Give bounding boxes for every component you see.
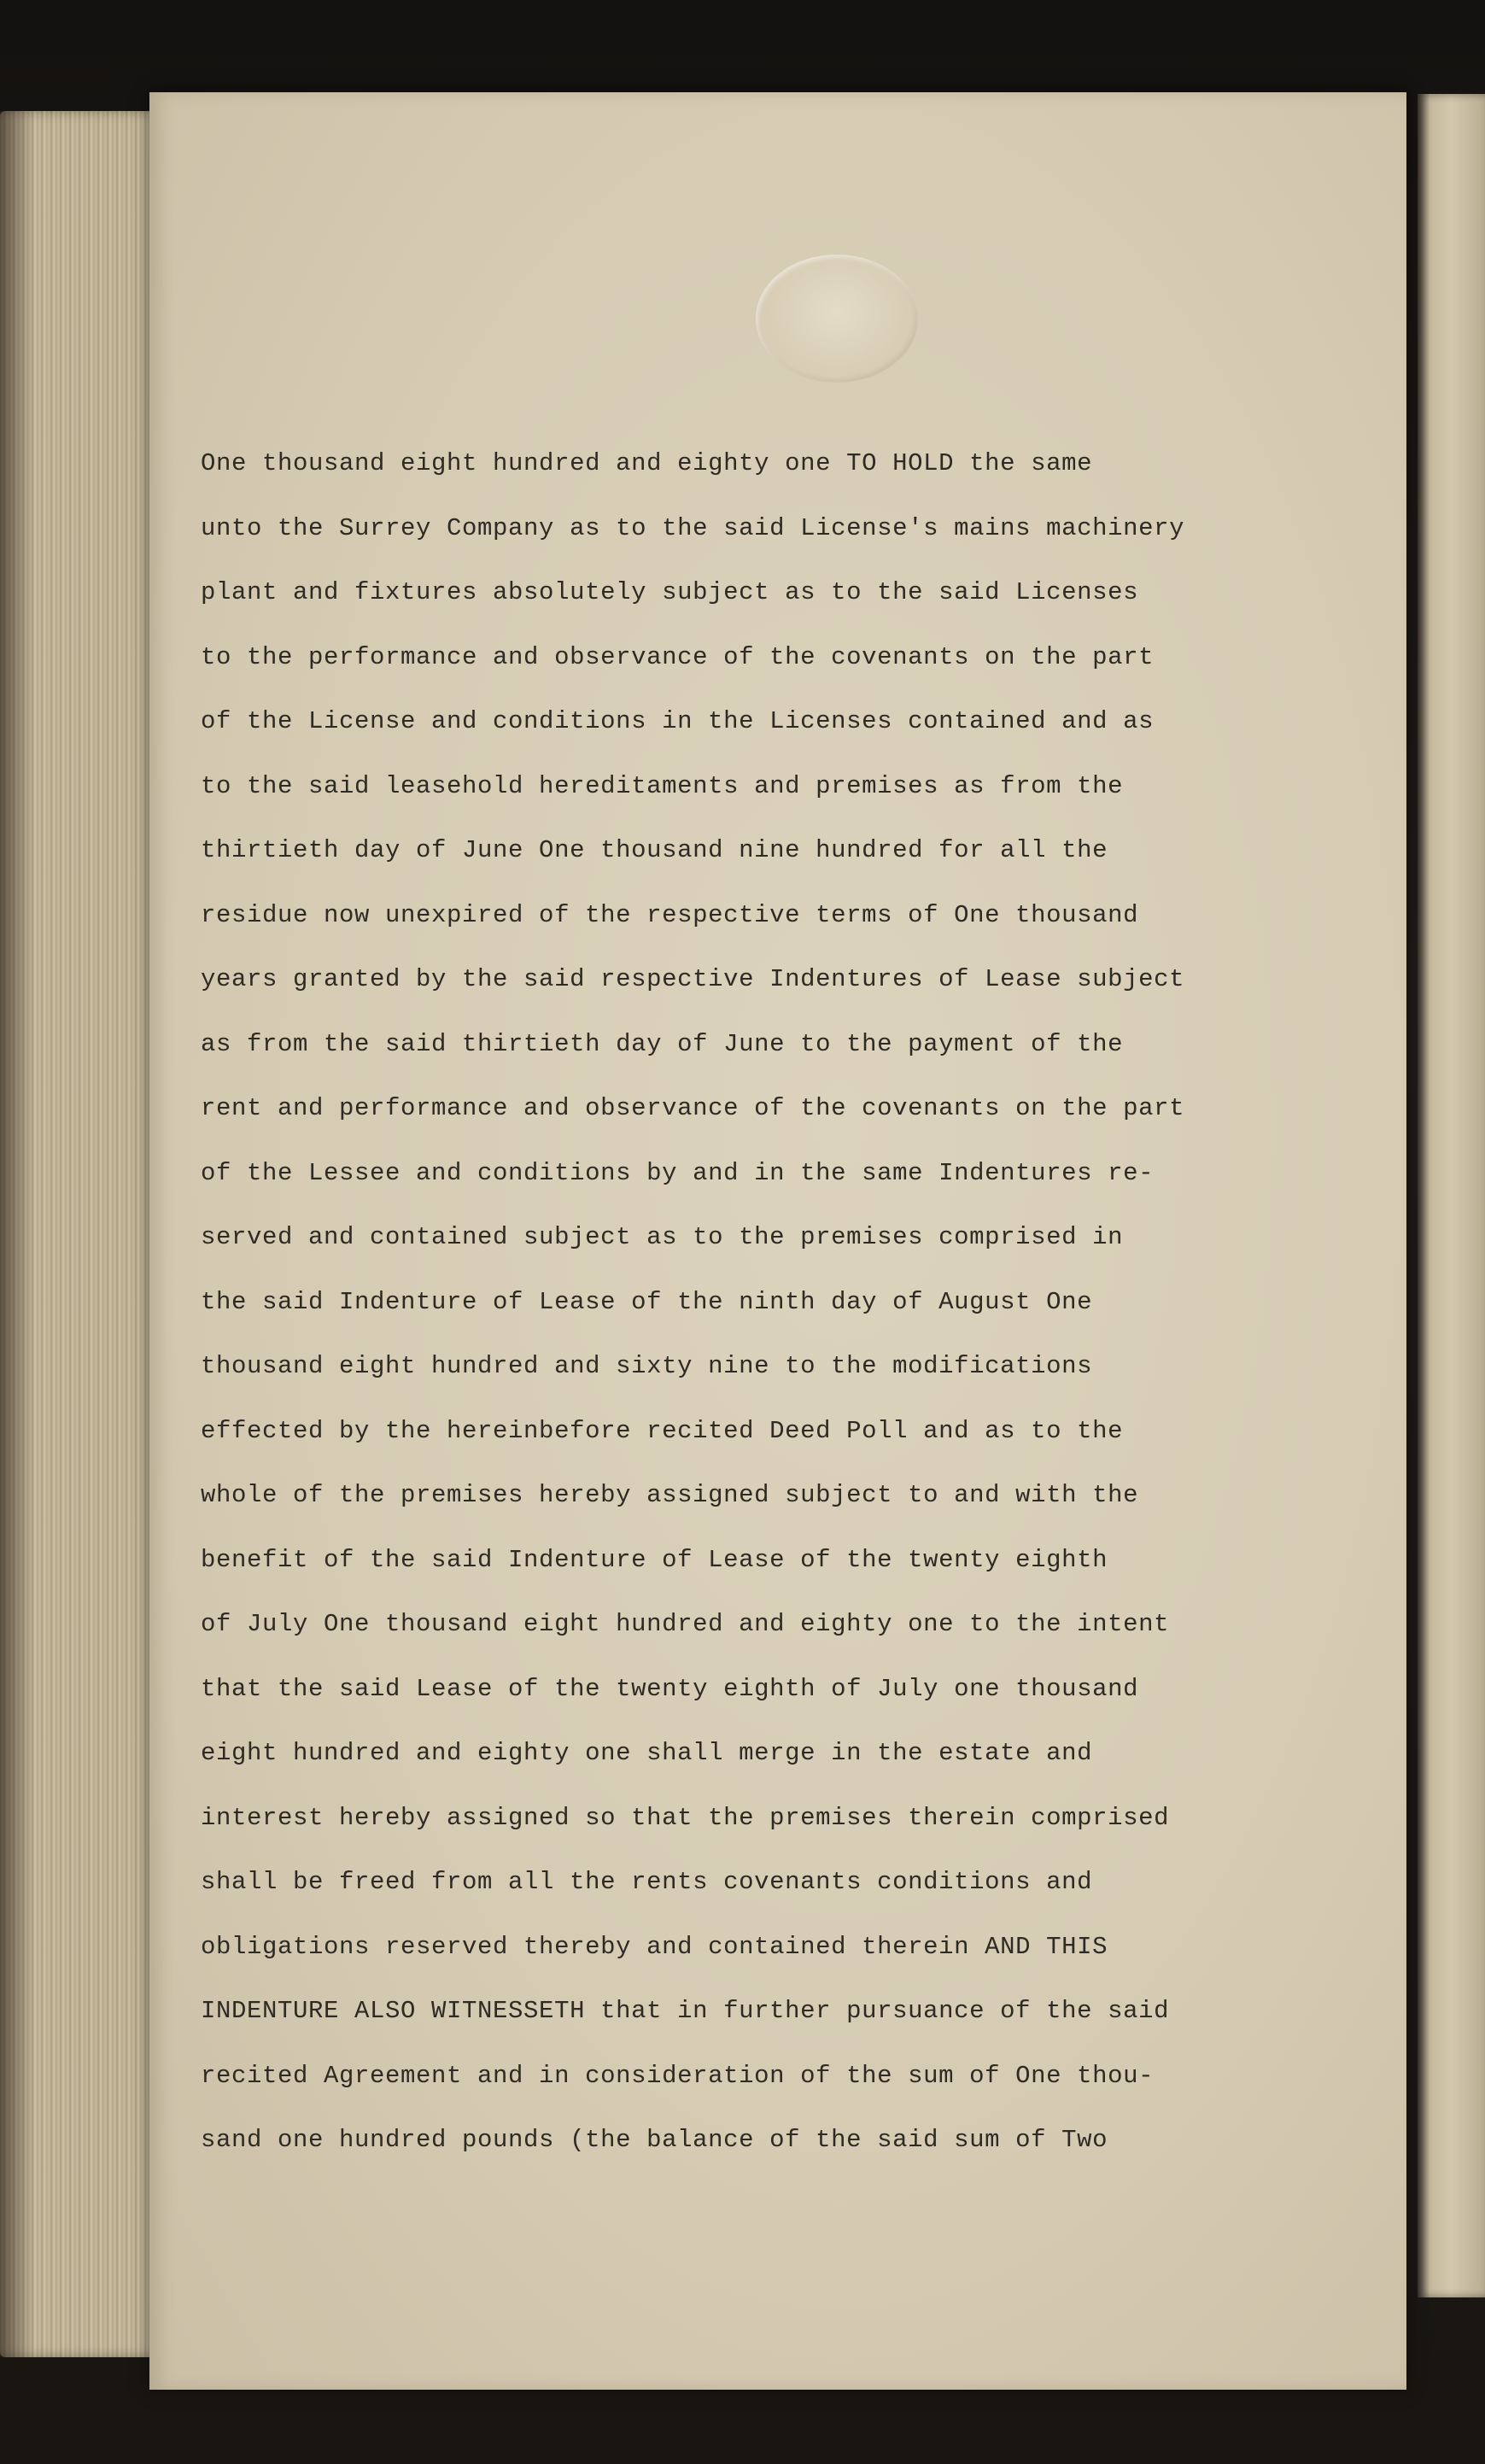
text-line: interest hereby assigned so that the premises therein comprised (201, 1803, 1170, 1832)
text-line: effected by the hereinbefore recited Deed Poll and as to the (201, 1416, 1124, 1445)
text-line: plant and fixtures absolutely subject as to the said Licenses (201, 578, 1139, 606)
text-line: whole of the premises hereby assigned subject to and with the (201, 1481, 1139, 1509)
text-line: that the said Lease of the twenty eighth of July one thousand (201, 1674, 1139, 1703)
text-line: the said Indenture of Lease of the ninth day of August One (201, 1287, 1093, 1316)
text-line: benefit of the said Indenture of Lease of the twenty eighth (201, 1545, 1108, 1574)
text-line: unto the Surrey Company as to the said License's mains machinery (201, 513, 1185, 542)
text-line: of July One thousand eight hundred and eighty one to the intent (201, 1610, 1170, 1638)
text-line: thirtieth day of June One thousand nine hundred for all the (201, 836, 1108, 864)
text-line: as from the said thirtieth day of June to the payment of the (201, 1029, 1124, 1058)
embossed-seal-icon (756, 255, 918, 383)
text-line: of the License and conditions in the Licenses contained and as (201, 707, 1155, 735)
page-stack-edge (0, 111, 162, 2357)
text-line: obligations reserved thereby and contained therein AND THIS (201, 1932, 1108, 1961)
text-line: served and contained subject as to the premises comprised in (201, 1223, 1124, 1251)
text-line: thousand eight hundred and sixty nine to the modifications (201, 1352, 1093, 1380)
text-line: residue now unexpired of the respective terms of One thousand (201, 900, 1139, 929)
text-line: recited Agreement and in consideration of the sum of One thou- (201, 2061, 1155, 2090)
text-line: eight hundred and eighty one shall merge in the estate and (201, 1739, 1093, 1767)
text-line: years granted by the said respective Indentures of Lease subject (201, 965, 1185, 993)
right-page-edge (1418, 94, 1485, 2297)
text-line: to the said leasehold hereditaments and premises as from the (201, 771, 1124, 800)
text-line: sand one hundred pounds (the balance of the said sum of Two (201, 2126, 1108, 2154)
typed-text-block (201, 431, 1413, 2173)
text-line: to the performance and observance of the covenants on the part (201, 642, 1155, 671)
text-line: shall be freed from all the rents covenants conditions and (201, 1868, 1093, 1896)
text-line: rent and performance and observance of the covenants on the part (201, 1094, 1185, 1122)
text-line: One thousand eight hundred and eighty one TO HOLD the same (201, 449, 1093, 477)
text-line: INDENTURE ALSO WITNESSETH that in further pursuance of the said (201, 1997, 1170, 2025)
text-line: of the Lessee and conditions by and in the same Indentures re- (201, 1158, 1155, 1187)
